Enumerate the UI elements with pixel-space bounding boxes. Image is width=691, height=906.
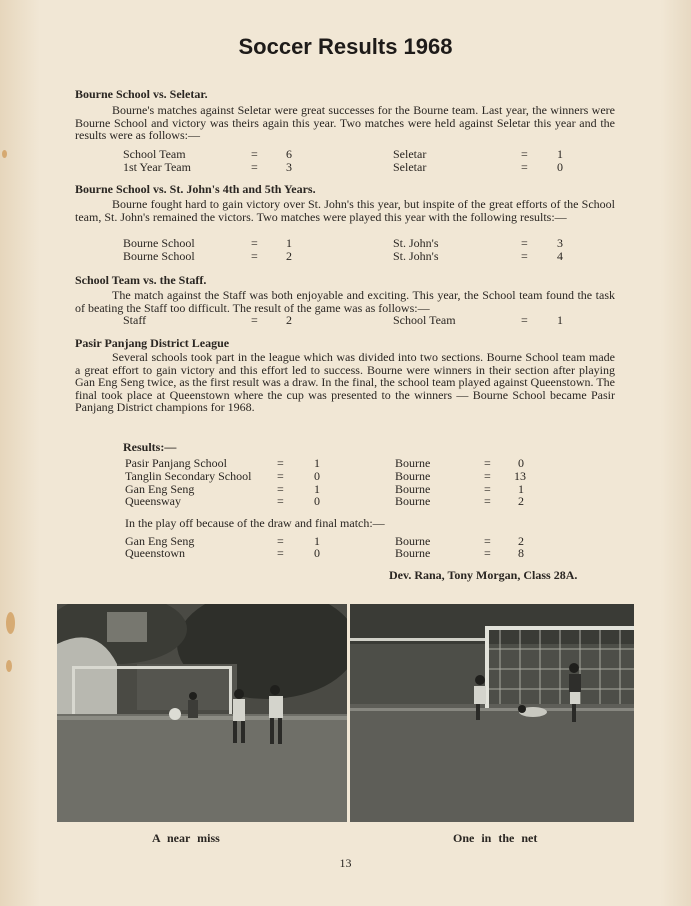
result-equals: = — [277, 546, 284, 560]
result-equals: = — [484, 546, 491, 560]
photo-near-miss — [57, 604, 347, 822]
result-equals: = — [277, 456, 284, 470]
result-score: 4 — [557, 249, 563, 263]
result-team: Staff — [123, 313, 147, 327]
result-equals: = — [521, 160, 528, 174]
section-heading: Pasir Panjang District League — [75, 336, 230, 350]
result-equals: = — [521, 313, 528, 327]
section-paragraph: Bourne fought hard to gain victory over St. John's this year, but inspite of the great efforts of the School team, St. John's remained the victors. Two matches were played this year with the following results:— — [75, 197, 615, 224]
result-equals: = — [484, 494, 491, 508]
photo-one-in-the-net — [350, 604, 634, 822]
section-heading: Bourne School vs. Seletar. — [75, 87, 208, 101]
page-stain — [6, 612, 15, 634]
photo-near-miss-image — [57, 604, 347, 822]
photo-caption: A near miss — [152, 831, 220, 845]
result-team: Bourne School — [123, 236, 195, 250]
result-opponent: Bourne — [395, 494, 431, 508]
result-score: 1 — [314, 482, 320, 496]
result-score: 1 — [286, 236, 292, 250]
result-equals: = — [251, 249, 258, 263]
section-paragraph: Bourne's matches against Seletar were great successes for the Bourne team. Last year, the winners were Bourne School and victory was theirs again this year. Two matches were held against Seletar this year and the results were as follows:— — [75, 103, 615, 142]
result-equals: = — [484, 534, 491, 548]
section-heading: School Team vs. the Staff. — [75, 273, 207, 287]
result-score: 0 — [314, 469, 320, 483]
result-equals: = — [251, 160, 258, 174]
result-score: 0 — [314, 546, 320, 560]
section-paragraph: Several schools took part in the league which was divided into two sections. Bourne School team made a great effort to gain victory and this effort led to success. Bourne were winners in their section after playing Gan Eng Seng twice, as the first result was a draw. In the final, the school team played against Queenstown. The final took place at Queenstown where the cup was presented to the winners — Bourne School became Pasir Panjang District champions for 1968. — [75, 350, 615, 414]
result-equals: = — [251, 147, 258, 161]
result-score: 1 — [557, 147, 563, 161]
result-opponent: Seletar — [393, 160, 427, 174]
result-score: 2 — [286, 249, 292, 263]
result-equals: = — [251, 236, 258, 250]
result-team: School Team — [123, 147, 186, 161]
results-label: Results:— — [123, 440, 177, 454]
result-team: Bourne School — [123, 249, 195, 263]
section-paragraph: The match against the Staff was both enjoyable and exciting. This year, the School team found the task of beating the Staff too difficult. The result of the game was as follows:— — [75, 288, 615, 315]
result-equals: = — [484, 456, 491, 470]
result-team: Tanglin Secondary School — [125, 469, 252, 483]
result-equals: = — [277, 469, 284, 483]
result-equals: = — [277, 534, 284, 548]
result-score: 1 — [557, 313, 563, 327]
page-stain — [2, 150, 7, 158]
playoff-note: In the play off because of the draw and final match:— — [125, 516, 385, 530]
result-opponent: Bourne — [395, 469, 431, 483]
result-team: Queensway — [125, 494, 181, 508]
result-score: 6 — [286, 147, 292, 161]
result-opponent: St. John's — [393, 249, 439, 263]
photo-caption: One in the net — [453, 831, 538, 845]
result-opponent: Bourne — [395, 546, 431, 560]
result-equals: = — [521, 249, 528, 263]
result-opponent: Bourne — [395, 482, 431, 496]
result-opponent: School Team — [393, 313, 456, 327]
result-opponent: Bourne — [395, 456, 431, 470]
result-score: 3 — [557, 236, 563, 250]
result-score: 0 — [518, 456, 524, 470]
result-score: 2 — [518, 494, 524, 508]
result-score: 1 — [314, 456, 320, 470]
page-stain — [6, 660, 12, 672]
result-equals: = — [484, 469, 491, 483]
result-team: 1st Year Team — [123, 160, 191, 174]
result-score: 13 — [514, 469, 526, 483]
result-opponent: Bourne — [395, 534, 431, 548]
result-team: Gan Eng Seng — [125, 534, 195, 548]
result-score: 1 — [314, 534, 320, 548]
result-score: 3 — [286, 160, 292, 174]
result-score: 2 — [286, 313, 292, 327]
result-equals: = — [277, 482, 284, 496]
result-equals: = — [521, 147, 528, 161]
result-equals: = — [251, 313, 258, 327]
page-title: Soccer Results 1968 — [238, 34, 453, 59]
photo-one-in-the-net-image — [350, 604, 634, 822]
result-opponent: Seletar — [393, 147, 427, 161]
page-number: 13 — [339, 856, 352, 870]
result-score: 2 — [518, 534, 524, 548]
result-score: 0 — [557, 160, 563, 174]
result-score: 1 — [518, 482, 524, 496]
result-score: 0 — [314, 494, 320, 508]
result-equals: = — [521, 236, 528, 250]
result-equals: = — [484, 482, 491, 496]
result-score: 8 — [518, 546, 524, 560]
result-team: Gan Eng Seng — [125, 482, 195, 496]
result-team: Queenstown — [125, 546, 185, 560]
section-heading: Bourne School vs. St. John's 4th and 5th Years. — [75, 182, 316, 196]
author-signature: Dev. Rana, Tony Morgan, Class 28A. — [389, 568, 578, 582]
result-equals: = — [277, 494, 284, 508]
result-team: Pasir Panjang School — [125, 456, 227, 470]
result-opponent: St. John's — [393, 236, 439, 250]
